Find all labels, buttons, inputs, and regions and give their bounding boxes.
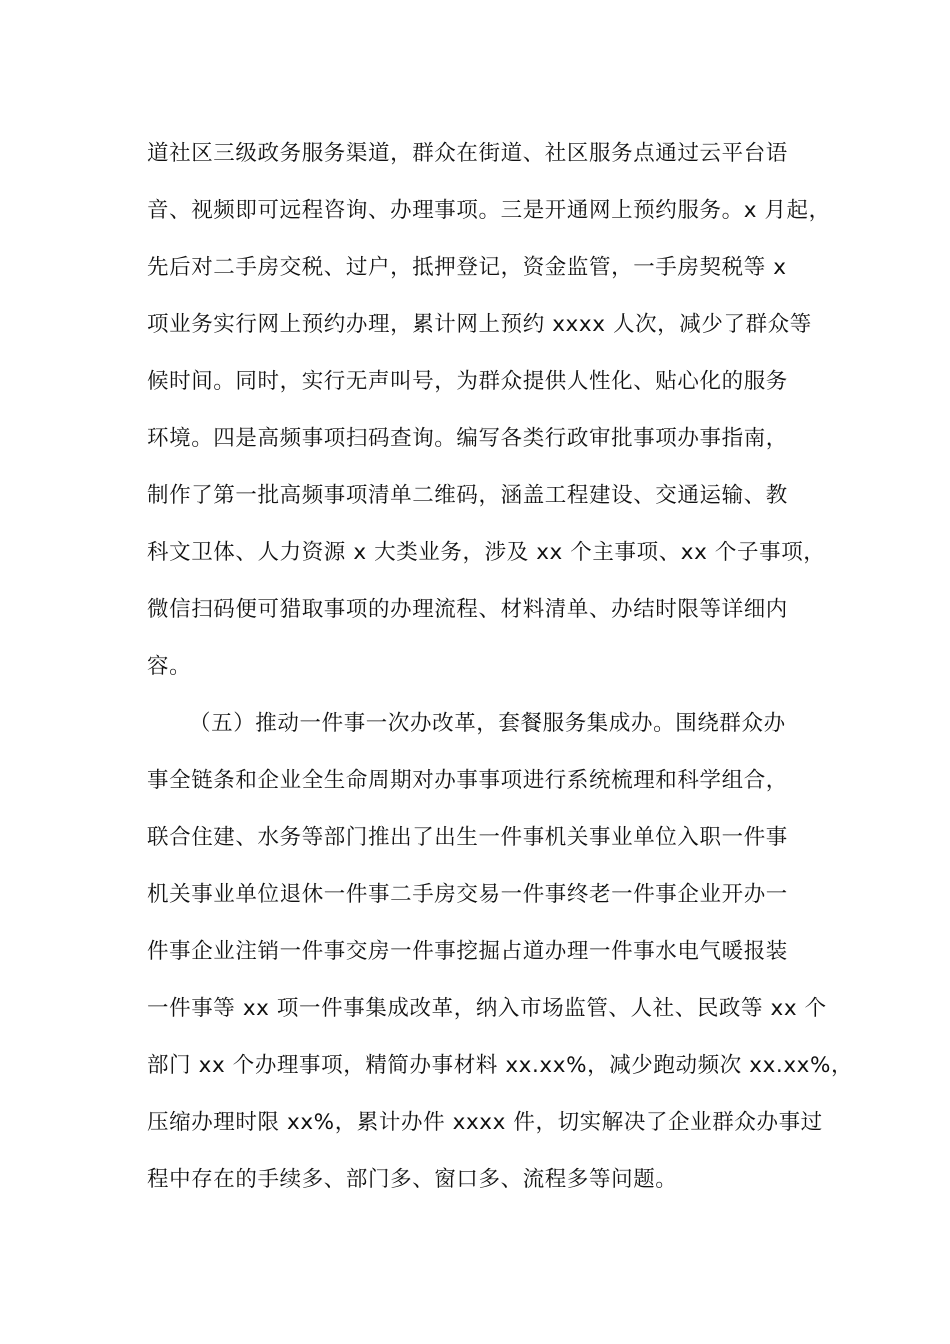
paragraph-2-line: 压缩办理时限 xx%，累计办件 xxxx 件，切实解决了企业群众办事过 — [147, 1110, 823, 1135]
paragraph-2-line: 一件事等 xx 项一件事集成改革，纳入市场监管、人社、民政等 xx 个 — [147, 996, 827, 1021]
paragraph-1-line: 科文卫体、人力资源 x 大类业务，涉及 xx 个主事项、xx 个子事项， — [147, 540, 826, 565]
paragraph-2-line: 机关事业单位退休一件事二手房交易一件事终老一件事企业开办一 — [147, 882, 788, 907]
paragraph-1-line: 制作了第一批高频事项清单二维码，涵盖工程建设、交通运输、教 — [147, 483, 788, 508]
paragraph-2-line: 联合住建、水务等部门推出了出生一件事机关事业单位入职一件事 — [147, 825, 788, 850]
paragraph-1-line: 项业务实行网上预约办理，累计网上预约 xxxx 人次，减少了群众等 — [147, 312, 812, 337]
paragraph-2-line: 程中存在的手续多、部门多、窗口多、流程多等问题。 — [147, 1167, 678, 1192]
paragraph-1-line: 候时间。同时，实行无声叫号，为群众提供人性化、贴心化的服务 — [147, 369, 788, 394]
paragraph-2-line: 部门 xx 个办理事项，精简办事材料 xx.xx%，减少跑动频次 xx.xx%， — [147, 1053, 854, 1078]
paragraph-1-line: 容。 — [147, 654, 192, 679]
paragraph-2-line: 件事企业注销一件事交房一件事挖掘占道办理一件事水电气暖报装 — [147, 939, 788, 964]
paragraph-2-line: 事全链条和企业全生命周期对办事事项进行系统梳理和科学组合， — [147, 768, 788, 793]
paragraph-1-line: 道社区三级政务服务渠道，群众在街道、社区服务点通过云平台语 — [147, 141, 788, 166]
paragraph-1-line: 微信扫码便可猎取事项的办理流程、材料清单、办结时限等详细内 — [147, 597, 788, 622]
paragraph-2-line: （五）推动一件事一次办改革，套餐服务集成办。围绕群众办 — [189, 711, 786, 736]
paragraph-1-line: 先后对二手房交税、过户，抵押登记，资金监管，一手房契税等 x — [147, 255, 787, 280]
paragraph-1-line: 环境。四是高频事项扫码查询。编写各类行政审批事项办事指南， — [147, 426, 788, 451]
paragraph-1-line: 音、视频即可远程咨询、办理事项。三是开通网上预约服务。x 月起， — [147, 198, 831, 223]
